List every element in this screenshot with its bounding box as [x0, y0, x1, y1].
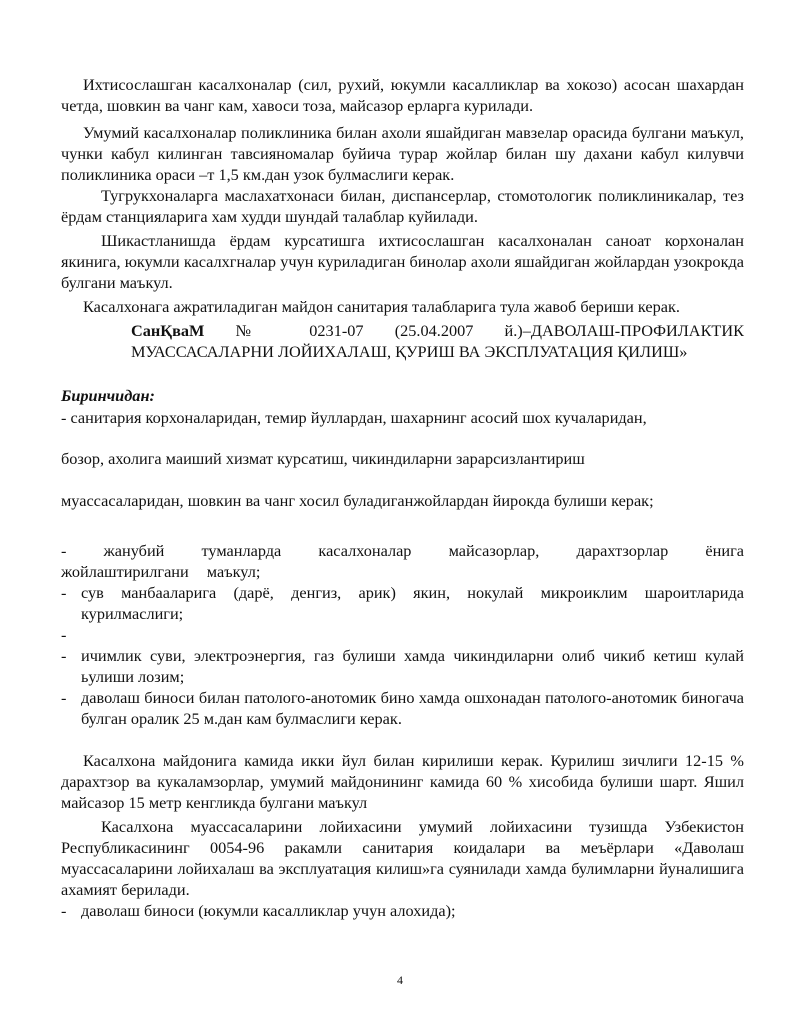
paragraph-specialized-hospitals: Ихтисослашган касалхоналар (сил, рухий, юкумли касалликлар ва хокозо) асосан шахардан четда, шовкин ва чанг кам, хавоси тоза, майсазор ерларга курилади.	[61, 75, 744, 115]
paragraph-site-requirements: Касалхонага ажратиладиган майдон санитария талабларига тула жавоб бериши керак.	[83, 297, 680, 316]
list-item-text: ичимлик суви, электроэнергия, газ булиши хамда чикиндиларни олиб чикиб кетиш кулай ьулиши лозим;	[81, 646, 744, 686]
standard-code: СанҚваМ	[131, 321, 205, 340]
requirement-line-4: - жанубий туманларда касалхоналар майсазорлар, дарахтзорлар ёнига жойлаштирилгани маъкул;	[61, 541, 744, 581]
list-dash: -	[61, 646, 67, 665]
paragraph-design-norms: Касалхона муассасаларини лойихасини умумий лойихасини тузишда Узбекистон Республикасининг 0054-96 ракамли санитария коидалари ва меъёрлари «Даволаш муассасаларини лойихалаш ва эксплуатация килиш»га суянилади хамда булимларни йуналишига ахамият берилади.	[61, 817, 744, 899]
page-number: 4	[397, 973, 403, 987]
document-page	[61, 74, 744, 921]
requirement-line-2: бозор, ахолига маиший хизмат курсатиш, чикиндиларни зарарсизлантириш	[61, 449, 585, 468]
requirements-list	[61, 582, 744, 729]
list-item	[61, 624, 744, 645]
section-heading: Биринчидан:	[61, 386, 155, 405]
list-item	[61, 582, 744, 624]
requirement-line-3: муассасаларидан, шовкин ва чанг хосил буладиганжойлардан йирокда булиши керак;	[61, 491, 654, 510]
list-item-text: даволаш биноси (юкумли касалликлар учун алохида);	[81, 901, 456, 920]
list-item-text	[81, 624, 744, 645]
list-item	[61, 900, 744, 921]
list-dash: -	[61, 583, 67, 602]
paragraph-maternity: Тугрукхоналарга маслахатхонаси билан, диспансерлар, стомотологик поликлиникалар, тез ёрдам станцияларига хам худди шундай талаблар куйилади.	[61, 186, 744, 226]
list-dash: -	[61, 625, 67, 644]
list-item	[61, 687, 744, 729]
list-item-text: даволаш биноси билан патолого-анотомик бино хамда ошхонадан патолого-анотомик биногача булган оралик 25 м.дан кам булмаслиги керак.	[81, 688, 744, 728]
paragraph-general-hospitals: Умумий касалхоналар поликлиника билан ахоли яшайдиган мавзелар орасида булгани маъкул, чунки кабул килинган тавсияномалар буйича турар жойлар билан шу дахани кабул килувчи поликлиника ораси –т 1,5 км.дан узок булмаслиги керак.	[61, 123, 744, 184]
standard-reference	[131, 320, 744, 362]
list-dash: -	[61, 688, 67, 707]
standard-title: № 0231-07 (25.04.2007 й.)–ДАВОЛАШ-ПРОФИЛАКТИК МУАССАСАЛАРНИ ЛОЙИХАЛАШ, ҚУРИШ ВА ЭКСПЛУАТАЦИЯ ҚИЛИШ»	[131, 321, 744, 361]
paragraph-access-roads: Касалхона майдонига камида икки йул билан кирилиши керак. Курилиш зичлиги 12-15 % дарахтзор ва кукаламзорлар, умумий майдонининг камида 60 % хисобида булиши шарт. Яшил майсазор 15 метр кенгликда булгани маъкул	[61, 751, 744, 812]
list-item	[61, 645, 744, 687]
paragraph-trauma: Шикастланишда ёрдам курсатишга ихтисослашган касалхоналан саноат корхоналан якинига, юкумли касалхгналар учун куриладиган бинолар ахоли яшайдиган жойлардан узокрокда булгани маъкул.	[61, 231, 744, 292]
list-item-text: сув манбааларига (дарё, денгиз, арик) якин, нокулай микроиклим шароитларида курилмаслиги;	[81, 583, 744, 623]
requirement-line-1: - санитария корхоналаридан, темир йуллардан, шахарнинг асосий шох кучаларидан,	[61, 408, 647, 427]
list-dash: -	[61, 901, 67, 920]
